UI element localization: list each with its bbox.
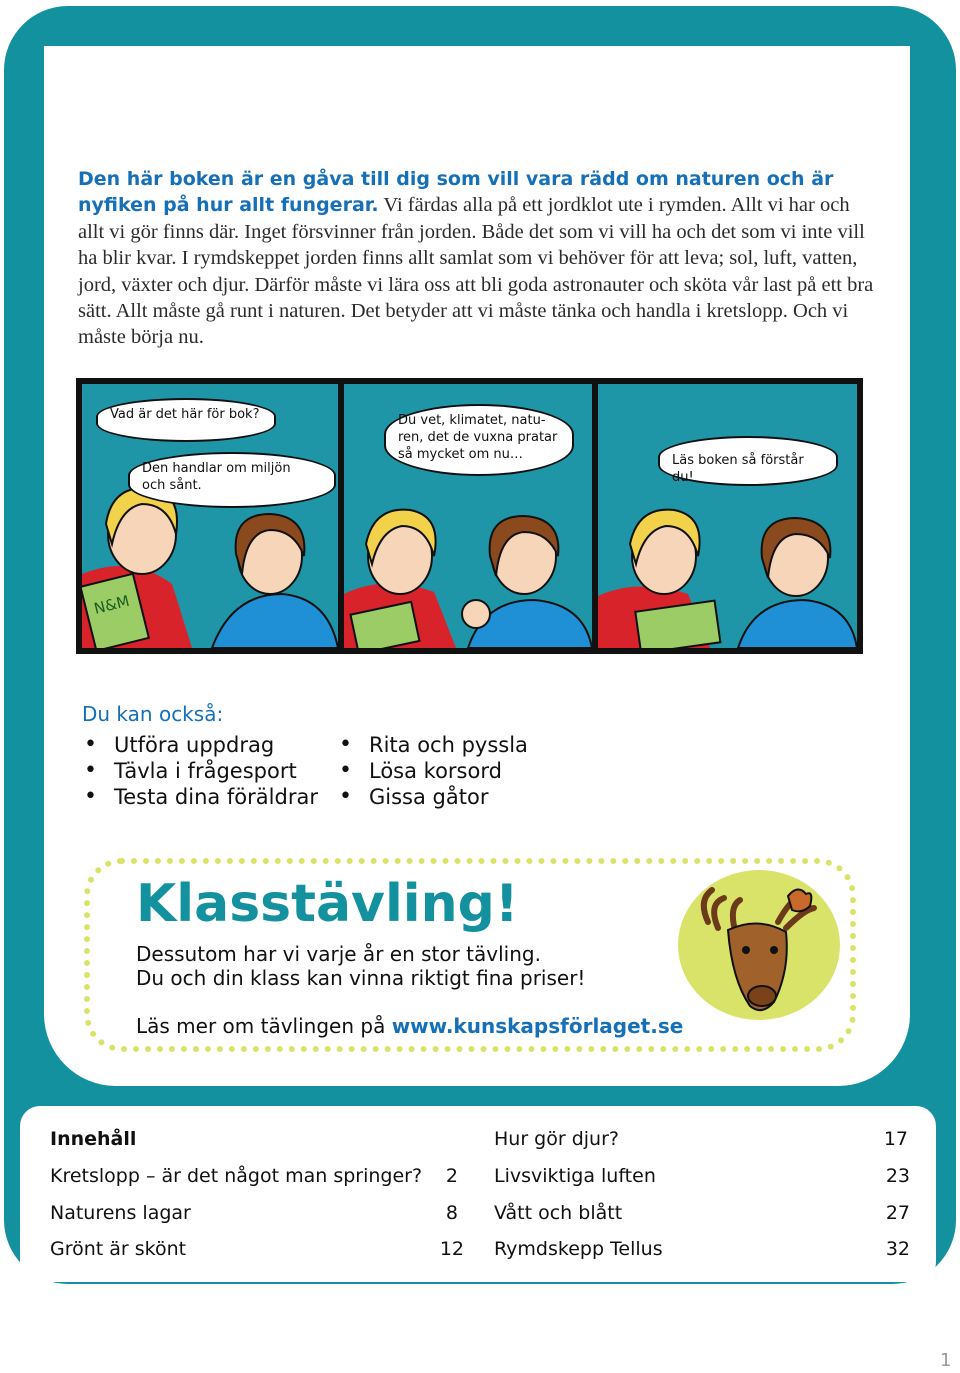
girl-brunette-figure (212, 514, 338, 648)
contest-text (136, 942, 585, 990)
comic-panel-3 (598, 384, 857, 648)
activity-item: • Lösa korsord (337, 758, 597, 784)
intro-body: Vi färdas alla på ett jordklot ute i rymden. Allt vi har och allt vi gör finns där. Inget försvinner från jorden. Både det som vi vill ha och det som vi inte vill ha blir kvar. I rymdskeppet jorden finns allt samlat som vi behöver för att leva; sol, luft, vatten, jord, växter och djur. Därför måste vi lära oss att bli goda astronauter och sköta vår last på ett bra sätt. Allt måste gå runt i naturen. Det betyder att vi måste tänka och handla i kretslopp. Och vi måste börja nu. (78, 194, 874, 349)
contest-link-prefix: Läs mer om tävlingen på (136, 1014, 392, 1038)
contest-line-2: Du och din klass kan vinna riktigt fina priser! (136, 966, 586, 990)
activity-item: • Gissa gåtor (337, 784, 597, 810)
bubble-text: så mycket om nu… (398, 447, 523, 462)
bubble-text: Du vet, klimatet, natu- (398, 413, 546, 428)
toc-title: Innehåll (50, 1128, 137, 1150)
toc-entry-page: 27 (885, 1202, 910, 1224)
activities-list-left (82, 732, 342, 810)
activities-list-right (337, 732, 597, 810)
toc-entry-page: 8 (445, 1202, 458, 1224)
bubble-text: Den handlar om miljön (142, 461, 291, 476)
toc-entry-label[interactable]: Livsviktiga luften (494, 1165, 656, 1187)
book-label: N&M (92, 591, 132, 618)
moose-badge (678, 870, 840, 1020)
contest-box (84, 858, 856, 1052)
bubble-text: Vad är det här för bok? (110, 407, 260, 422)
toc-entry-page: 2 (445, 1165, 458, 1187)
moose-icon (678, 870, 840, 1020)
activity-item: • Rita och pyssla (337, 732, 597, 758)
speech-bubble-question (96, 398, 276, 442)
toc-entry-label[interactable]: Vått och blått (494, 1202, 623, 1224)
bubble-text: och sånt. (142, 478, 202, 493)
toc-entry-page: 12 (439, 1238, 464, 1260)
website-link[interactable]: www.kunskapsförlaget.se (391, 1014, 684, 1038)
toc-entry-page: 17 (883, 1128, 908, 1150)
contest-title: Klasstävling! (136, 874, 519, 934)
activity-item: • Utföra uppdrag (82, 732, 342, 758)
toc-entry-page: 32 (885, 1238, 910, 1260)
toc-entry-label[interactable]: Naturens lagar (50, 1202, 191, 1224)
bubble-text: Läs boken så förstår du! (672, 453, 804, 485)
toc-entry-page: 23 (885, 1165, 910, 1187)
activity-item: • Testa dina föräldrar (82, 784, 342, 810)
activity-item: • Tävla i frågesport (82, 758, 342, 784)
speech-bubble-climate (384, 404, 574, 476)
comic-strip (76, 378, 863, 654)
contest-line-1: Dessutom har vi varje år en stor tävling. (136, 942, 541, 966)
toc-entry-label[interactable]: Hur gör djur? (494, 1128, 619, 1150)
speech-bubble-read (658, 436, 838, 486)
intro-text (78, 166, 878, 351)
comic-panel-1 (82, 384, 338, 648)
toc-entry-label[interactable]: Rymdskepp Tellus (494, 1238, 663, 1260)
girl-blonde-figure (82, 488, 192, 648)
toc-entry-label[interactable]: Kretslopp – är det något man springer? (50, 1165, 423, 1187)
toc-entry-label[interactable]: Grönt är skönt (50, 1238, 187, 1260)
contest-link-text (136, 1014, 683, 1038)
page-number: 1 (940, 1350, 952, 1371)
speech-bubble-answer (128, 452, 336, 508)
activities-section (82, 702, 602, 809)
comic-panel-3-art (598, 384, 857, 648)
intro-lead: Den här boken är en gåva till dig som vill vara rädd om naturen och är nyfiken på hur allt fungerar. (78, 168, 834, 217)
comic-panel-2 (344, 384, 592, 648)
activities-title: Du kan också: (82, 702, 224, 726)
bubble-text: ren, det de vuxna pratar (398, 430, 558, 445)
